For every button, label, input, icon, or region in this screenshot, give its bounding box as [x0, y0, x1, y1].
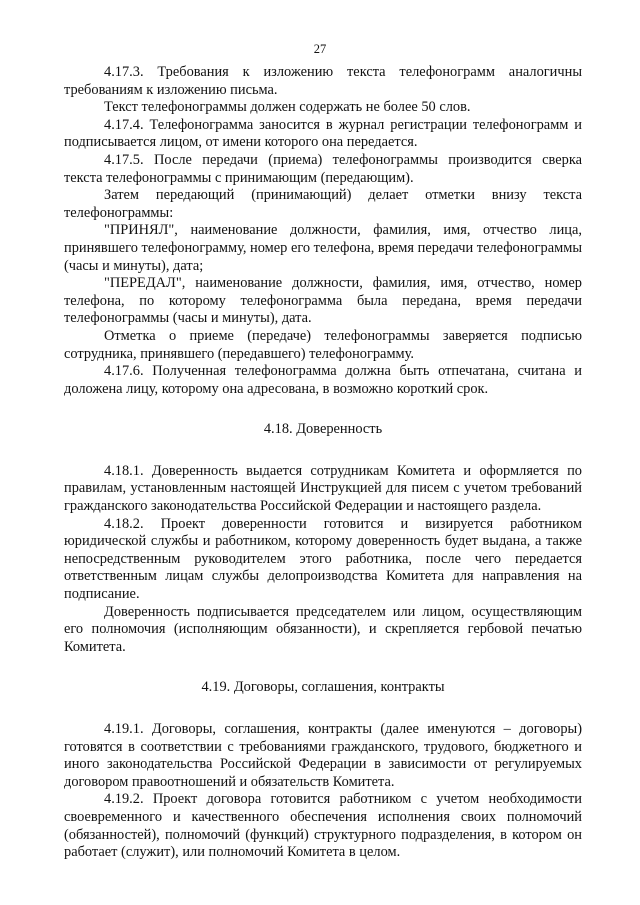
paragraph-4-17-3: 4.17.3. Требования к изложению текста телефонограмм аналогичны требованиям к изложению письма.	[64, 64, 582, 98]
paragraph-4-18-1: 4.18.1. Доверенность выдается сотрудникам Комитета и оформляется по правилам, установленным настоящей Инструкцией для писем с учетом требований гражданского законодательства Российской Федерации и настоящего раздела.	[64, 462, 582, 515]
paragraph-4-19-1: 4.19.1. Договоры, соглашения, контракты (далее именуются – договоры) готовятся в соответствии с требованиями гражданского, трудового, бюджетного и иного законодательства Российской Федерации в зависимости от регулируемых договором правоотношений и обязательств Комитета.	[64, 721, 582, 790]
paragraph-power-of-attorney-signing: Доверенность подписывается председателем или лицом, осуществляющим его полномочия (исполняющим обязанности), и скрепляется гербовой печатью Комитета.	[64, 603, 582, 655]
paragraph-marks-intro: Затем передающий (принимающий) делает отметки внизу текста телефонограммы:	[64, 187, 582, 221]
paragraph-mark-signature: Отметка о приеме (передаче) телефонограммы заверяется подписью сотрудника, принявшего (передавшего) телефонограмму.	[64, 327, 582, 362]
section-heading-4-18: 4.18. Доверенность	[263, 421, 383, 438]
paragraph-4-17-6: 4.17.6. Полученная телефонограмма должна быть отпечатана, считана и доложена лицу, которому она адресована, в возможно короткий срок.	[64, 363, 582, 397]
paragraph-4-18-2: 4.18.2. Проект доверенности готовится и визируется работником юридической службы и работником, которому доверенность будет выдана, а также непосредственным руководителем этого работника, после чего передается ответственным лицам службы делопроизводства Комитета для направления на подписание.	[64, 515, 582, 603]
paragraph-4-17-5: 4.17.5. После передачи (приема) телефонограммы производится сверка текста телефонограммы с принимающим (передающим).	[64, 151, 582, 186]
paragraph-transmitted-mark: "ПЕРЕДАЛ", наименование должности, фамилия, имя, отчество, номер телефона, по которому телефонограмма была передана, время передачи телефонограммы (часы и минуты), дата.	[64, 275, 582, 327]
document-body	[64, 64, 582, 862]
section-heading-4-19: 4.19. Договоры, соглашения, контракты	[201, 679, 445, 696]
page-number: 27	[313, 42, 327, 56]
paragraph-word-limit: Текст телефонограммы должен содержать не более 50 слов.	[104, 99, 471, 116]
paragraph-4-19-2: 4.19.2. Проект договора готовится работником с учетом необходимости своевременного и качественного обеспечения исполнения своих полномочий (обязанностей), полномочий (функций) структурного подразделения, в котором он работает (служит), или полномочий Комитета в целом.	[64, 791, 582, 861]
paragraph-4-17-4: 4.17.4. Телефонограмма заносится в журнал регистрации телефонограмм и подписывается лицом, от имени которого она передается.	[64, 116, 582, 151]
paragraph-accepted-mark: "ПРИНЯЛ", наименование должности, фамилия, имя, отчество лица, принявшего телефонограмму, номер его телефона, время передачи телефонограммы (часы и минуты), дата;	[64, 222, 582, 274]
